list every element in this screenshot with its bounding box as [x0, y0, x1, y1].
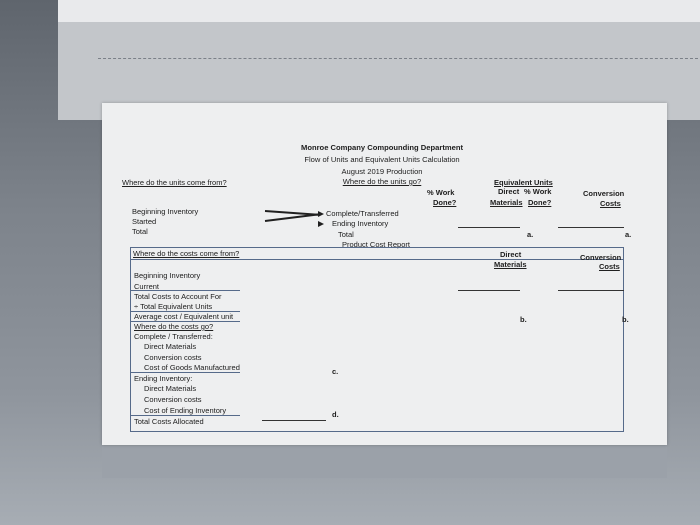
answer-marker-a: a. [527, 230, 534, 239]
where-units-go-label: Where do the units go? [342, 177, 422, 186]
report-subtitle: Flow of Units and Equivalent Units Calculation [304, 155, 460, 164]
cost-row-label: Cost of Ending Inventory [144, 406, 227, 415]
answer-marker-b: b. [622, 315, 629, 324]
answer-marker-c: c. [332, 367, 339, 376]
cost-row-label: Current [134, 282, 160, 291]
answer-line [558, 290, 624, 291]
pct-work-header: % Work [427, 188, 455, 197]
cost-row-label: Direct Materials [144, 384, 197, 393]
equivalent-units-header: Equivalent Units [494, 178, 553, 187]
arrow-line [265, 213, 320, 222]
cost-row-label: Average cost / Equivalent unit [134, 312, 234, 321]
beginning-inventory-label: Beginning Inventory [132, 207, 199, 216]
total-label: Total [132, 227, 148, 236]
cost-row-label: Complete / Transferred: [134, 332, 213, 341]
arrow-head-icon [318, 211, 324, 217]
cost-row-label: Cost of Goods Manufactured [144, 363, 240, 372]
answer-line [262, 420, 326, 421]
complete-transferred-label: Complete/Transferred [326, 209, 399, 218]
row-separator [130, 311, 240, 312]
answer-line [558, 227, 624, 228]
answer-marker-b: b. [520, 315, 527, 324]
costs-header: Costs [600, 199, 621, 208]
materials-col-header: Materials [494, 260, 527, 269]
cost-row-label: Ending Inventory: [134, 374, 193, 383]
cost-row-label: Conversion costs [144, 395, 202, 404]
product-cost-report-title: Product Cost Report [342, 240, 410, 249]
dashed-divider [98, 58, 698, 59]
materials-header: Materials [490, 198, 523, 207]
where-units-come-from-label: Where do the units come from? [122, 178, 227, 187]
where-costs-come-from-label: Where do the costs come from? [133, 249, 240, 258]
page-gap-bottom [102, 445, 667, 478]
cost-row-label: Beginning Inventory [134, 271, 201, 280]
cost-row-label: Where do the costs go? [134, 322, 214, 331]
direct-header: Direct [498, 187, 520, 196]
answer-line [458, 290, 520, 291]
cost-row-label: Conversion costs [144, 353, 202, 362]
started-label: Started [132, 217, 157, 226]
answer-marker-d: d. [332, 410, 339, 419]
conversion-col-header: Conversion [580, 253, 622, 262]
row-separator [130, 415, 240, 416]
ending-inventory-label: Ending Inventory [332, 219, 389, 228]
cost-row-label: Total Costs Allocated [134, 417, 204, 426]
company-title: Monroe Company Compounding Department [301, 143, 463, 152]
previous-page [58, 0, 700, 22]
direct-col-header: Direct [500, 250, 522, 259]
row-separator [130, 321, 240, 322]
costs-col-header: Costs [599, 262, 620, 271]
row-separator [130, 372, 240, 373]
cost-table-header-rule [130, 259, 624, 260]
done-header: Done? [433, 198, 457, 207]
row-separator [130, 290, 240, 291]
arrow-head-icon [318, 221, 324, 227]
cost-row-label: ÷ Total Equivalent Units [134, 302, 213, 311]
pct-work-mid-header: % Work [524, 187, 552, 196]
units-total-label: Total [338, 230, 354, 239]
worksheet-page [102, 103, 667, 445]
cost-row-label: Direct Materials [144, 342, 197, 351]
conversion-header: Conversion [583, 189, 625, 198]
cost-row-label: Total Costs to Account For [134, 292, 222, 301]
answer-marker-a: a. [625, 230, 632, 239]
done-mid-header: Done? [528, 198, 552, 207]
report-period: August 2019 Production [341, 167, 423, 176]
answer-line [458, 227, 520, 228]
